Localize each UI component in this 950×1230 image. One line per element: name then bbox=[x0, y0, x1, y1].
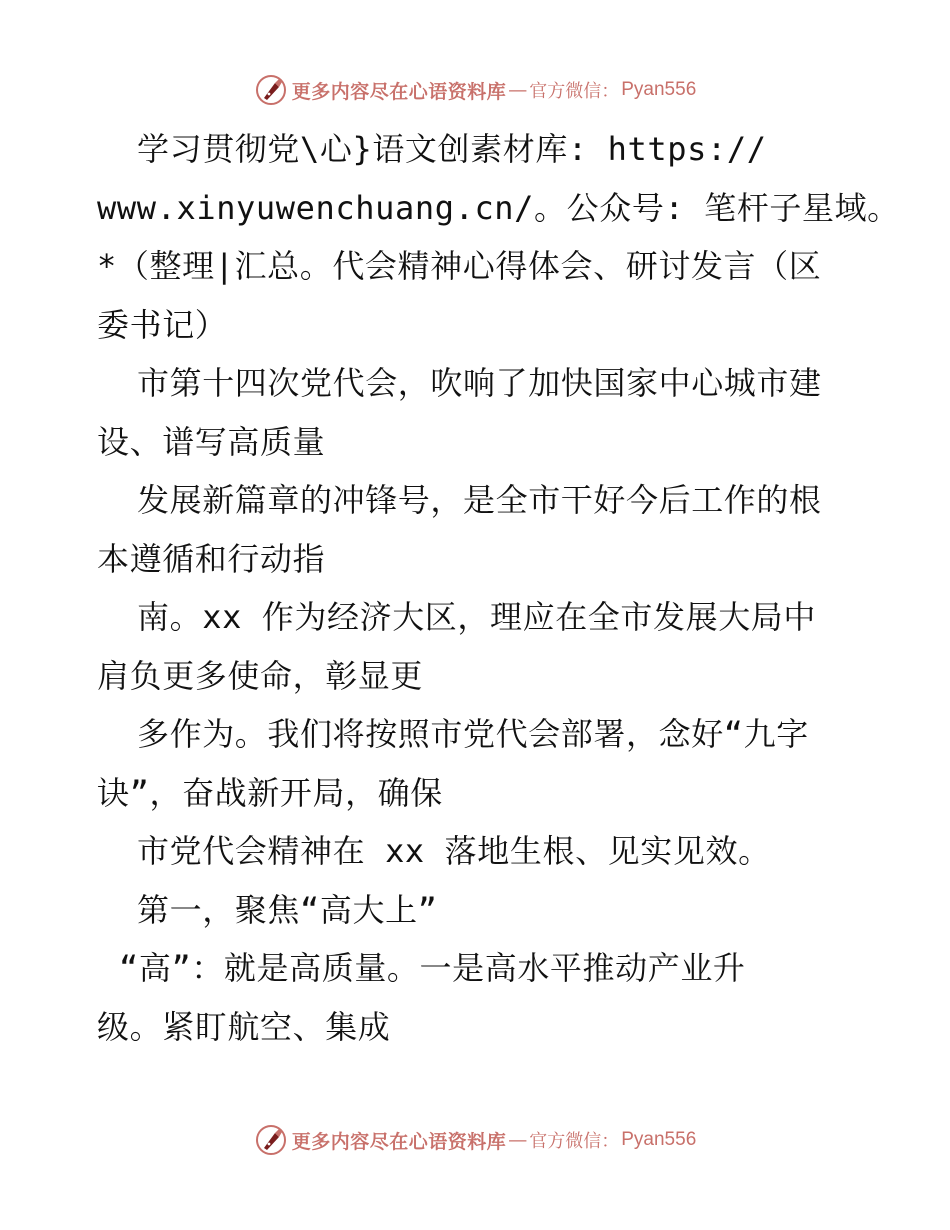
body-line: 学习贯彻党\心}语文创素材库: https:// bbox=[137, 130, 767, 168]
body-line: 级。紧盯航空、集成 bbox=[97, 1007, 391, 1046]
footer-banner bbox=[0, 1120, 950, 1160]
body-line: 委书记） bbox=[97, 305, 228, 344]
banner-wechat-id: Pyan556 bbox=[621, 79, 697, 100]
pen-nib-logo-icon bbox=[254, 1123, 288, 1157]
body-line: 多作为。我们将按照市党代会部署，念好“九字 bbox=[137, 715, 809, 753]
pen-nib-logo-icon bbox=[254, 73, 288, 107]
body-line: “高”：就是高质量。一是高水平推动产业升 bbox=[119, 949, 746, 987]
body-line: 南。xx 作为经济大区，理应在全市发展大局中 bbox=[137, 598, 816, 636]
banner-separator: — bbox=[508, 79, 528, 101]
body-line: 市第十四次党代会，吹响了加快国家中心城市建 bbox=[137, 364, 822, 402]
body-line: 设、谱写高质量 bbox=[97, 422, 326, 461]
banner-wechat-label: 官方微信： bbox=[529, 1131, 620, 1152]
header-banner bbox=[0, 70, 950, 110]
banner-separator: — bbox=[508, 1129, 528, 1151]
body-line: 市党代会精神在 xx 落地生根、见实见效。 bbox=[137, 832, 771, 870]
body-line: 肩负更多使命，彰显更 bbox=[97, 656, 424, 695]
banner-wechat-id: Pyan556 bbox=[621, 1129, 697, 1150]
banner-title: 更多内容尽在心语资料库 bbox=[291, 1130, 507, 1153]
body-line: *（整理|汇总。代会精神心得体会、研讨发言（区 bbox=[97, 247, 822, 285]
document-body bbox=[97, 120, 900, 1056]
body-line: 发展新篇章的冲锋号，是全市干好今后工作的根 bbox=[137, 481, 822, 519]
banner-title: 更多内容尽在心语资料库 bbox=[291, 80, 507, 103]
body-line: 诀”，奋战新开局，确保 bbox=[97, 773, 443, 812]
body-line: 第一，聚焦“高大上” bbox=[137, 890, 438, 929]
banner-wechat-label: 官方微信： bbox=[529, 81, 620, 102]
body-line: 本遵循和行动指 bbox=[97, 539, 326, 578]
body-line: www.xinyuwenchuang.cn/。公众号: 笔杆子星域。 bbox=[97, 188, 900, 227]
